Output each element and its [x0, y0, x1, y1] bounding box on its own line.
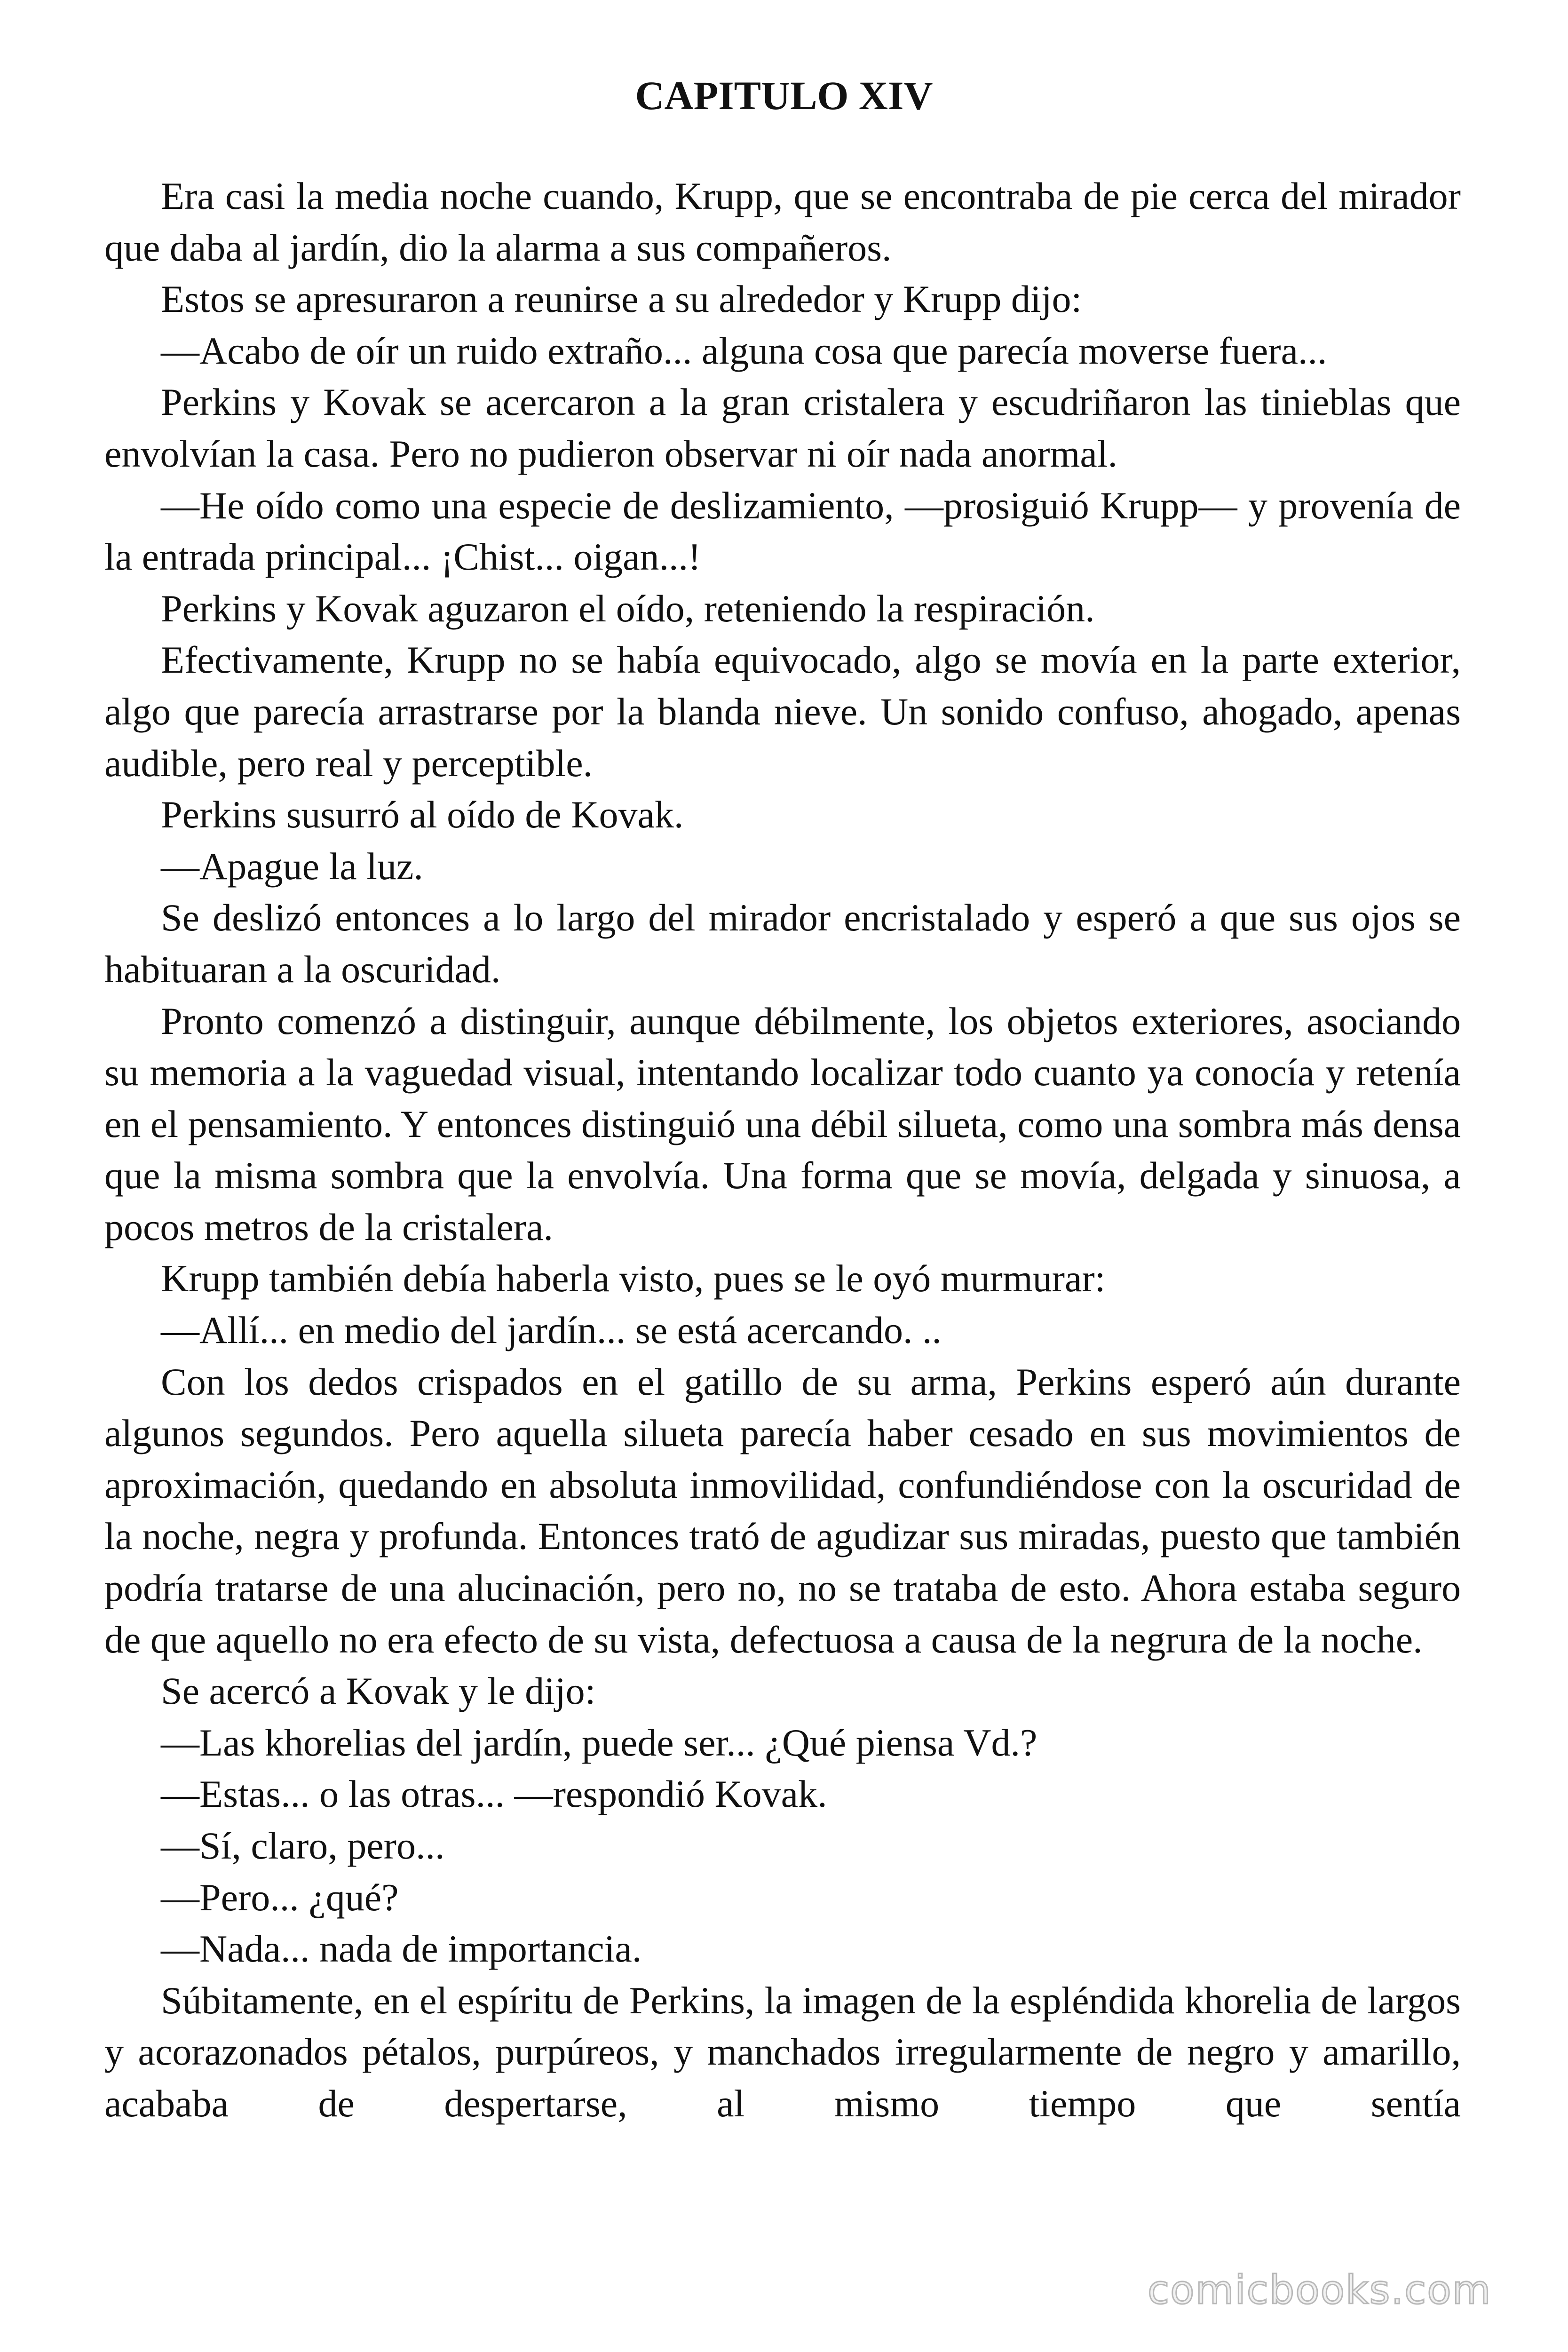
paragraph: Era casi la media noche cuando, Krupp, que se encontraba de pie cerca del mirador que daba al jardín, dio la alarma a sus compañeros.	[104, 175, 1461, 269]
paragraph: —Apague la luz.	[161, 844, 423, 888]
paragraph: Estos se apresuraron a reunirse a su alrededor y Krupp dijo:	[161, 278, 1082, 321]
paragraph: Efectivamente, Krupp no se había equivocado, algo se movía en la parte exterior, algo que parecía arrastrarse por la blanda nieve. Un sonido confuso, ahogado, apenas audible, pero real y perceptible.	[104, 638, 1461, 785]
paragraph: Súbitamente, en el espíritu de Perkins, la imagen de la espléndida khorelia de largos y acorazonados pétalos, purpúreos, y manchados irregularmente de negro y amarillo, acababa de despertarse, al mismo tiempo que sentía	[104, 1979, 1461, 2125]
paragraph: Krupp también debía haberla visto, pues se le oyó murmurar:	[161, 1257, 1106, 1300]
chapter-title: CAPITULO XIV	[635, 73, 933, 118]
paragraph: Perkins susurró al oído de Kovak.	[161, 793, 684, 836]
paragraph: —Pero... ¿qué?	[161, 1875, 399, 1919]
watermark: comicbooks.com	[1148, 2267, 1492, 2313]
paragraph: Perkins y Kovak se acercaron a la gran cristalera y escudriñaron las tinieblas que envolvían la casa. Pero no pudieron observar ni oír nada anormal.	[104, 381, 1461, 475]
paragraph: —Las khorelias del jardín, puede ser... ¿Qué piensa Vd.?	[161, 1721, 1037, 1764]
paragraph: —Nada... nada de importancia.	[161, 1927, 642, 1971]
paragraph: —Allí... en medio del jardín... se está acercando. ..	[161, 1309, 942, 1352]
paragraph: —Acabo de oír un ruido extraño... alguna cosa que parecía moverse fuera...	[161, 329, 1327, 372]
body-text	[104, 170, 1461, 2130]
paragraph: Pronto comenzó a distinguir, aunque débilmente, los objetos exteriores, asociando su memoria a la vaguedad visual, intentando localizar todo cuanto ya conocía y retenía en el pensamiento. Y entonces distinguió una débil silueta, como una sombra más densa que la misma sombra que la envolvía. Una forma que se movía, delgada y sinuosa, a pocos metros de la cristalera.	[104, 999, 1461, 1248]
paragraph: —He oído como una especie de deslizamiento, —prosiguió Krupp— y provenía de la entrada principal... ¡Chist... oigan...!	[104, 484, 1461, 579]
paragraph: Se acercó a Kovak y le dijo:	[161, 1669, 596, 1713]
paragraph: —Sí, claro, pero...	[161, 1824, 445, 1867]
paragraph: Se deslizó entonces a lo largo del mirador encristalado y esperó a que sus ojos se habituaran a la oscuridad.	[104, 896, 1461, 991]
paragraph: Perkins y Kovak aguzaron el oído, reteniendo la respiración.	[161, 587, 1095, 630]
paragraph: Con los dedos crispados en el gatillo de su arma, Perkins esperó aún durante algunos segundos. Pero aquella silueta parecía haber cesado en sus movimientos de aproximación, quedando en absoluta inmovilidad, confundiéndose con la oscuridad de la noche, negra y profunda. Entonces trató de agudizar sus miradas, puesto que también podría tratarse de una alucinación, pero no, no se trataba de esto. Ahora estaba seguro de que aquello no era efecto de su vista, defectuosa a causa de la negrura de la noche.	[104, 1360, 1461, 1661]
paragraph: —Estas... o las otras... —respondió Kovak.	[161, 1772, 827, 1816]
